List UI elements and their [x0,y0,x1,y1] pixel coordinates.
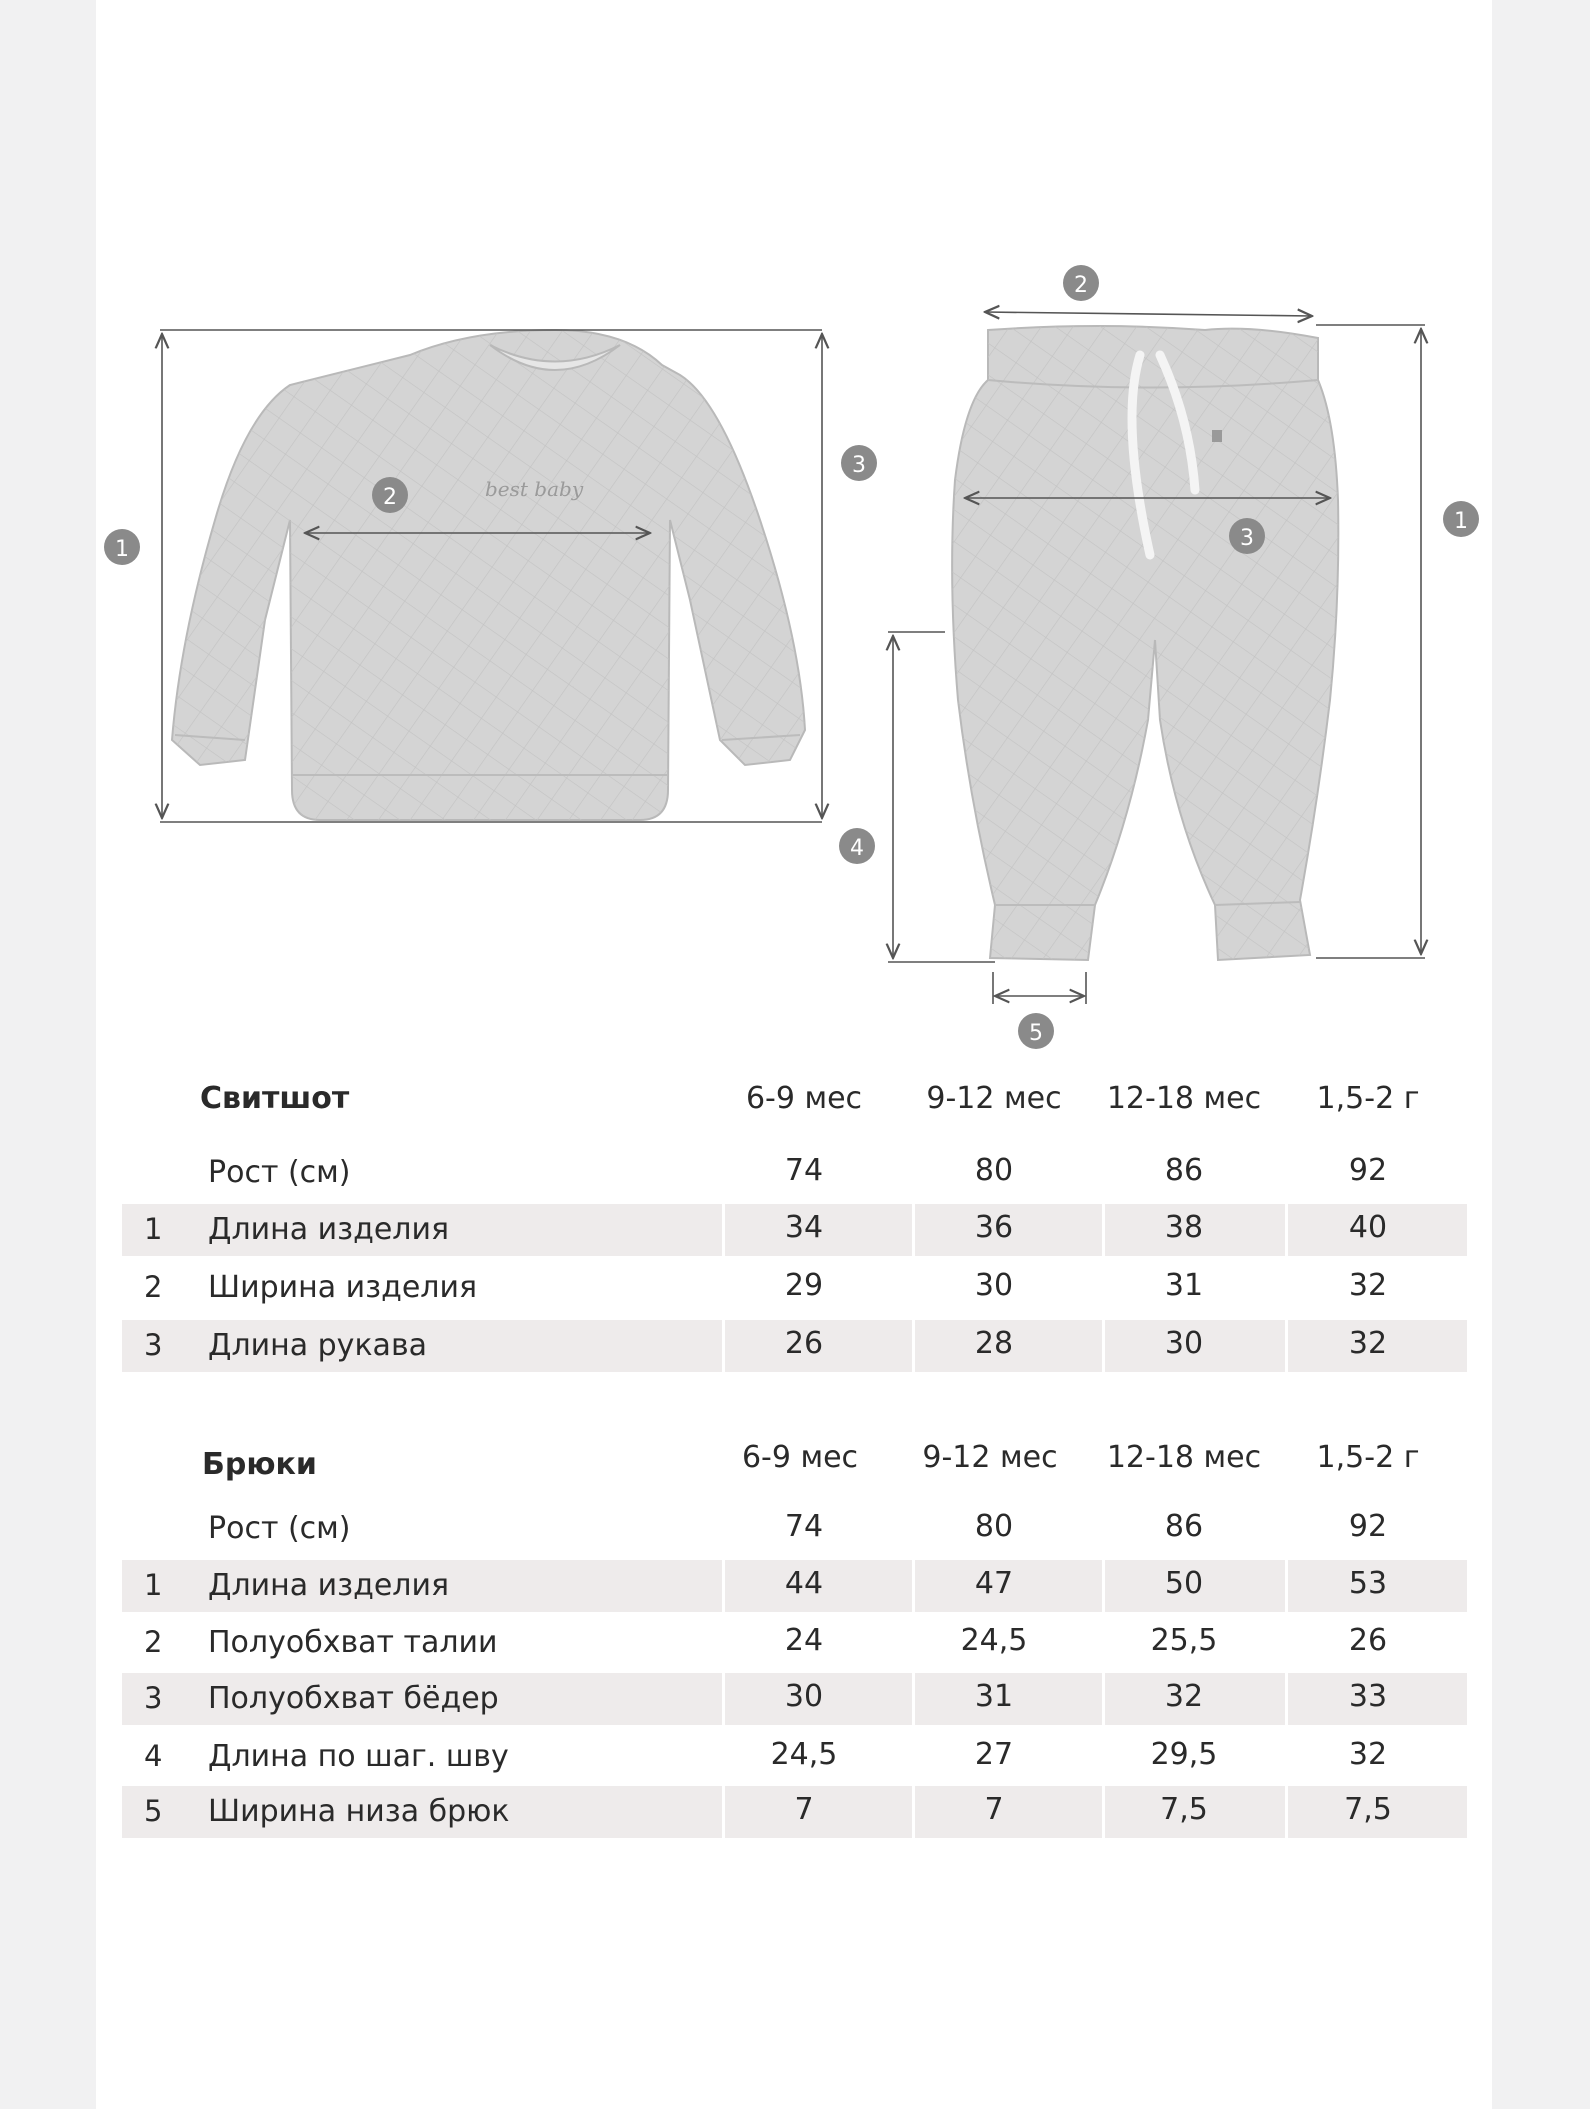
size-header: 12-18 мес [1106,1440,1262,1475]
row-value: 7,5 [1344,1792,1392,1827]
row-value: 32 [1164,1679,1204,1714]
table-row [122,1560,1467,1612]
pants-marker-1 [1443,501,1479,537]
row-value: 30 [974,1268,1014,1303]
size-header: 12-18 мес [1106,1081,1262,1116]
svg-text:2: 2 [383,485,397,510]
row-value: 50 [1164,1566,1204,1601]
garment-print-text: best baby [485,477,584,501]
row-value: 36 [974,1210,1014,1245]
size-header: 6-9 мес [741,1440,859,1475]
row-value: 7 [984,1792,1004,1827]
row-value: 26 [1348,1623,1388,1658]
sweatshirt-drawing [172,330,805,820]
svg-text:4: 4 [850,836,864,861]
svg-text:2: 2 [1074,273,1088,298]
table-row [122,1262,1467,1314]
row-label: Длина рукава [208,1328,428,1363]
svg-text:3: 3 [852,453,866,478]
row-value: 25,5 [1150,1623,1218,1658]
sweatshirt-marker-1 [104,529,140,565]
sweatshirt-marker-3 [841,445,877,481]
row-number: 3 [144,1328,163,1362]
row-value: 31 [1164,1268,1204,1303]
row-value: 32 [1348,1268,1388,1303]
svg-text:3: 3 [1240,526,1254,551]
row-label: Полуобхват бёдер [208,1681,499,1716]
pants-marker-4 [839,828,875,864]
row-label: Длина изделия [208,1212,450,1247]
table-row [122,1786,1467,1838]
row-value: 44 [784,1566,824,1601]
pants-marker-3 [1229,518,1265,554]
row-value: 53 [1348,1566,1388,1601]
table-row [122,1731,1467,1783]
table-row [122,1673,1467,1725]
table-row [122,1204,1467,1256]
row-value: 7,5 [1160,1792,1208,1827]
row-value: 27 [974,1737,1014,1772]
row-value: 29 [784,1268,824,1303]
row-value: 74 [784,1509,824,1544]
row-value: 86 [1164,1509,1204,1544]
row-value: 24,5 [770,1737,838,1772]
row-label: Ширина низа брюк [208,1794,510,1829]
sweatshirt-marker-2 [372,477,408,513]
table-row [122,1320,1467,1372]
row-value: 86 [1164,1153,1204,1188]
row-label: Полуобхват талии [208,1625,498,1660]
table-row [122,1503,1467,1555]
pants-marker-2 [1063,265,1099,301]
row-value: 92 [1348,1509,1388,1544]
row-number: 5 [144,1794,163,1828]
row-number: 2 [144,1625,163,1659]
pants-table-title: Брюки [202,1447,317,1482]
row-value: 7 [794,1792,814,1827]
row-value: 40 [1348,1210,1388,1245]
row-value: 92 [1348,1153,1388,1188]
row-value: 28 [974,1326,1014,1361]
size-header: 9-12 мес [922,1440,1058,1475]
row-value: 29,5 [1150,1737,1218,1772]
row-value: 47 [974,1566,1014,1601]
row-value: 34 [784,1210,824,1245]
row-value: 32 [1348,1737,1388,1772]
row-value: 31 [974,1679,1014,1714]
row-value: 24 [784,1623,824,1658]
table-row [122,1617,1467,1669]
row-label: Длина по шаг. шву [208,1739,509,1774]
size-header: 1,5-2 г [1316,1081,1420,1116]
row-label: Ширина изделия [208,1270,478,1305]
size-header: 9-12 мес [926,1081,1062,1116]
sweatshirt-table-title: Свитшот [200,1081,350,1116]
row-label: Рост (см) [208,1511,351,1546]
row-value: 74 [784,1153,824,1188]
svg-text:1: 1 [115,537,129,562]
row-value: 38 [1164,1210,1204,1245]
row-label: Длина изделия [208,1568,450,1603]
size-header: 6-9 мес [745,1081,863,1116]
row-number: 1 [144,1568,163,1602]
row-value: 24,5 [960,1623,1028,1658]
row-value: 30 [1164,1326,1204,1361]
svg-text:1: 1 [1454,509,1468,534]
row-number: 3 [144,1681,163,1715]
row-value: 26 [784,1326,824,1361]
row-value: 33 [1348,1679,1388,1714]
svg-text:5: 5 [1029,1021,1043,1046]
pants-marker-5 [1018,1013,1054,1049]
row-label: Рост (см) [208,1155,351,1190]
row-value: 30 [784,1679,824,1714]
row-number: 1 [144,1212,163,1246]
row-value: 80 [974,1153,1014,1188]
size-header: 1,5-2 г [1316,1440,1420,1475]
pants-drawing [952,326,1338,960]
row-value: 32 [1348,1326,1388,1361]
table-row [122,1147,1467,1199]
row-number: 2 [144,1270,163,1304]
row-value: 80 [974,1509,1014,1544]
row-number: 4 [144,1739,163,1773]
